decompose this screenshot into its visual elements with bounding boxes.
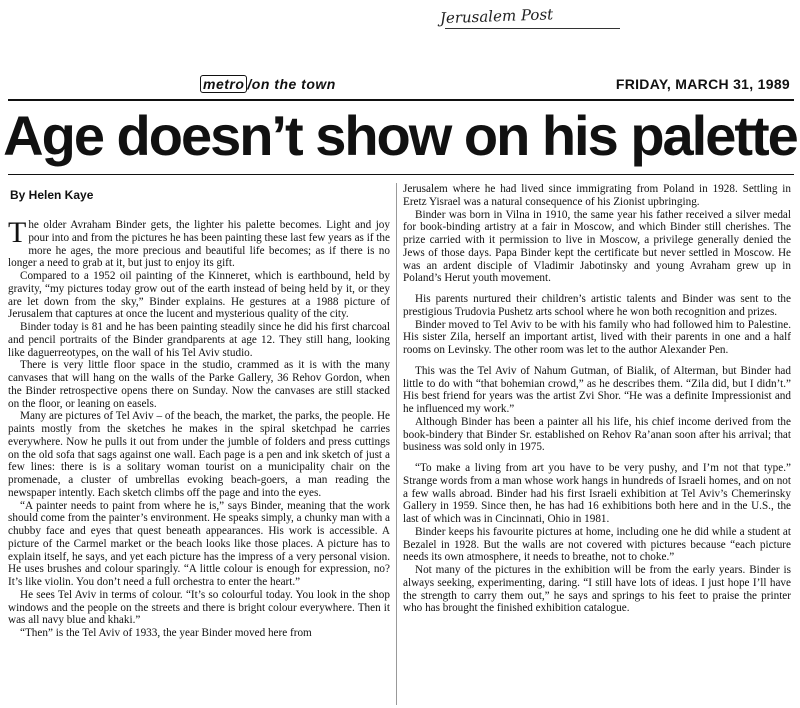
masthead xyxy=(200,76,790,96)
section-logo-metro: metro xyxy=(200,75,247,93)
article-paragraph: He sees Tel Aviv in terms of colour. “It’s so colourful today. You look in the shop windows and the people on the streets and there is bright colour everywhere. Then it was all navy blue and khaki.” xyxy=(8,588,390,627)
article-paragraph: His parents nurtured their children’s artistic talents and Binder was sent to the prestigious Trudovia Pushetz arts school where he won both recognition and prizes. xyxy=(403,293,791,318)
article-paragraph: Binder moved to Tel Aviv to be with his family who had followed him to Palestine. His sister Zila, herself an important artist, lived with their parents in one and a half rooms on Levinsky. The other room was let to the author Alexander Pen. xyxy=(403,318,791,356)
dateline: FRIDAY, MARCH 31, 1989 xyxy=(615,76,790,92)
article-paragraph: “To make a living from art you have to be very pushy, and I’m not that type.” Strange words from a man whose work hangs in hundreds of Israeli homes, and on not a few walls abroad. Binder had his first Israeli exhibition at Tel Aviv’s Chemerinsky Gallery in 1959. Since then, he has had 16 exhibitions both here and in the U.S., the last of which was in Cincinnati, Ohio in 1981. xyxy=(403,462,791,525)
headline: Age doesn’t show on his palette xyxy=(3,104,797,167)
article-paragraph: Jerusalem where he had lived since immigrating from Poland in 1928. Settling in Eretz Yisrael was a natural consequence of his Zionist upbringing. xyxy=(403,183,791,208)
handwritten-underline xyxy=(445,28,620,30)
article-column-left xyxy=(8,219,390,705)
article-paragraph: This was the Tel Aviv of Nahum Gutman, of Bialik, of Alterman, but Binder had little to do with “that bohemian crowd,” as he describes them. “Zila did, but I didn’t.” His best friend for years was the artist Zvi Shor. “He was a definite Impressionist and he influenced my work.” xyxy=(403,364,791,415)
handwritten-source-note: Jerusalem Post xyxy=(439,5,554,28)
paragraph-text: he older Avraham Binder gets, the lighter his palette becomes. Light and joy pour into and from the pictures he has been painting these last few years as if the more he ages, the more precious and beautiful life becomes; as if there is no longer a need to grab at it, but just to enjoy its gift. xyxy=(8,219,390,270)
article-column-right xyxy=(403,183,791,705)
article-paragraph: There is very little floor space in the studio, crammed as it is with the many canvases that will hang on the walls of the Parke Gallery, 36 Rehov Gordon, when the Binder retrospective opens there on Sunday. Now the canvases are still stacked on the floor, or leaning on easels. xyxy=(8,359,390,410)
column-divider xyxy=(396,183,397,705)
masthead-rule xyxy=(8,99,794,101)
article-paragraph: Binder keeps his favourite pictures at home, including one he did while a student at Bezalel in 1928. But the walls are not covered with pictures because “each picture needs its own atmosphere, it needs to breathe, not to choke.” xyxy=(403,525,791,564)
section-logo-suffix: /on the town xyxy=(247,76,336,92)
section-logo xyxy=(200,76,336,92)
article-paragraph: Although Binder has been a painter all his life, his chief income derived from the book-bindery that Binder Sr. established on Rehov Ra’anan soon after his arrival; that business was sold only in 1975. xyxy=(403,415,791,454)
article-paragraph: Compared to a 1952 oil painting of the Kinneret, which is earthbound, held by gravity, “my pictures today grow out of the earth instead of being held by it, or they are let down from the sky,” Binder explains. He gestures at a 1988 picture of Jerusalem that captures at once the lucent and mysterious quality of the city. xyxy=(8,270,390,321)
drop-cap: T xyxy=(8,219,27,249)
article-paragraph: Binder today is 81 and he has been painting steadily since he did his first charcoal and pencil portraits of the Binder grandparents at age 12. They still hang, looking like daguerreotypes, on the wall of his Tel Aviv studio. xyxy=(8,321,390,359)
article-paragraph: “Then” is the Tel Aviv of 1933, the year Binder moved here from xyxy=(20,627,312,639)
article-paragraph xyxy=(8,219,390,270)
byline: By Helen Kaye xyxy=(10,188,94,202)
headline-rule xyxy=(8,174,794,175)
article-paragraph: Binder was born in Vilna in 1910, the same year his father received a silver medal for book-binding artistry at a fair in Moscow, and which Binder still cherishes. The prize carried with it permission to live in Moscow, a privilege generally denied the Jews of those days. Papa Binder kept the certificate but never settled in Moscow. He was an ardent disciple of Vladimir Jabotinsky and young Avraham grew up in Poland’s Herut youth movement. xyxy=(403,208,791,285)
article-paragraph: “A painter needs to paint from where he is,” says Binder, meaning that the work should come from the painter’s environment. He speaks simply, a chunky man with a chubby face and eyes that quest beneath appearances. His work is accessible. A picture of the Carmel market or the beach looks like those places. A picture has to explain itself, he says, and yet each picture has the impress of a very personal vision. He uses brushes and colour sparingly. “A little colour is enough for expression, no? It’s like violin. You don’t need a full orchestra to enter the heart.” xyxy=(8,499,390,588)
article-paragraph: Many are pictures of Tel Aviv – of the beach, the market, the parks, the people. He paints mostly from the sketches he makes in the spiral sketchpad he carries everywhere. Now he pulls it out from under the jumble of folders and press cuttings on the old sofa that sags against one wall. Each page is a pen and ink sketch of just a few lines: there is is a solitary woman tourist on a municipality chair on the promenade, a cluster of umbrellas evoking beach-goers, a man reading the newspaper intently. Each sketch climbs off the page and into the eyes. xyxy=(8,410,390,499)
article-paragraph: Not many of the pictures in the exhibition will be from the early years. Binder is always seeking, experimenting, daring. “I still have lots of ideas. I just hope I’ll have the strength to carry them out,” he says and springs to his feet to praise the printer who has brought the finished exhibition catalogue. xyxy=(403,564,791,615)
